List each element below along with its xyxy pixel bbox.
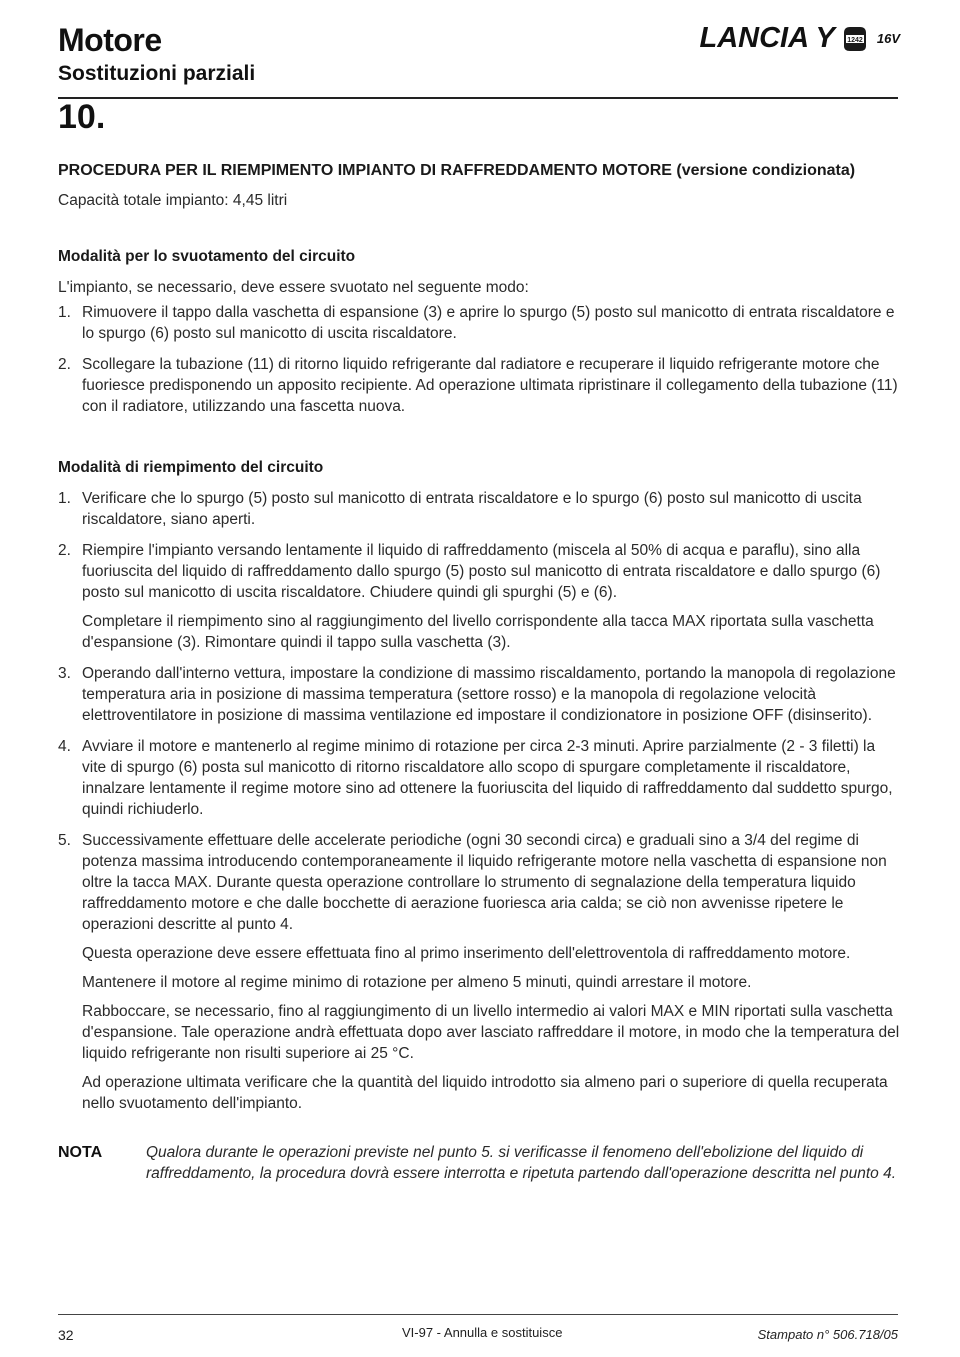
revision-note: VI-97 - Annulla e sostituisce bbox=[402, 1325, 563, 1340]
page-body bbox=[58, 160, 900, 1184]
procedure-title: PROCEDURA PER IL RIEMPIMENTO IMPIANTO DI RAFFREDDAMENTO MOTORE (versione condizionata) bbox=[58, 162, 856, 179]
list-item: 4. Avviare il motore e mantenerlo al regime minimo di rotazione per circa 2-3 minuti. Aprire parzialmente (2 - 3 filetti) la vite di spurgo (6) posta sul manicotto di ritorno riscaldatore allo scopo di spurgare completamente il riscaldatore, innalzare lentamente il regime motore sino ad ottenere la fuoriuscita del liquido di raffreddamento dal suddetto spurgo, quindi richiuderlo. bbox=[58, 738, 893, 818]
chapter-title: Motore bbox=[58, 22, 162, 58]
brand-logo bbox=[700, 22, 900, 55]
list-item: 5. Successivamente effettuare delle accelerate periodiche (ogni 30 secondi circa) e graduali sino a 3/4 del regime di potenza massima introducendo contemporaneamente il liquido refrigerante motore nella vaschetta di espansione non oltre la tacca MAX. Durante questa operazione controllare lo strumento di segnalazione della temperatura liquido raffreddamento motore e che dalle bocchette di aerazione fuoriesca aria calda; se ciò non avvenisse ripetere le operazioni descritte al punto 4. Questa operazione deve essere effettuata fino al primo inserimento dell'elettroventola di raffreddamento motore. Mantenere il motore al regime minimo di rotazione per almeno 5 minuti, quindi arrestare il motore. Rabboccare, se necessario, fino al raggiungimento di un livello intermedio ai valori MAX e MIN riportati sulla vaschetta d'espansione. Tale operazione andrà effettuata dopo aver lasciato raffreddare il motore, in modo che la temperatura del liquido refrigerante non risulti superiore ai 25 °C. Ad operazione ultimata verificare che la quantità del liquido introdotto sia almeno pari o superiore di quella recuperata nello svuotamento dell'impianto. bbox=[58, 832, 900, 1112]
page-number: 32 bbox=[58, 1327, 74, 1343]
fill-heading: Modalità di riempimento del circuito bbox=[58, 459, 324, 476]
fill-steps bbox=[58, 488, 900, 1114]
footer-divider bbox=[58, 1314, 898, 1315]
list-item: 1. Verificare che lo spurgo (5) posto sul manicotto di entrata riscaldatore e lo spurgo (6) posto sul manicotto di uscita riscaldatore, siano aperti. bbox=[58, 490, 862, 528]
print-reference: Stampato n° 506.718/05 bbox=[757, 1327, 898, 1342]
drain-intro: L'impianto, se necessario, deve essere svuotato nel seguente modo: bbox=[58, 279, 529, 296]
engine-badge-icon bbox=[840, 24, 870, 54]
list-item: 1. Rimuovere il tappo dalla vaschetta di espansione (3) e aprire lo spurgo (5) posto sul manicotto di entrata riscaldatore e lo spurgo (6) posto sul manicotto di uscita riscaldatore. bbox=[58, 304, 895, 342]
section-number: 10. bbox=[58, 98, 106, 136]
capacity-text: Capacità totale impianto: 4,45 litri bbox=[58, 192, 288, 209]
brand-suffix: 16V bbox=[876, 31, 900, 46]
list-item: 2. Riempire l'impianto versando lentamente il liquido di raffreddamento (miscela al 50% di acqua e paraflu), sino alla fuoriuscita del liquido di raffreddamento dallo spurgo (5) posto sul manicotto di entrata riscaldatore e dallo spurgo (6) posto sul manicotto di uscita riscaldatore. Chiudere quindi gli spurghi (5) e (6). Completare il riempimento sino al raggiungimento del livello corrispondente alla tacca MAX riportata sulla vaschetta d'espansione (3). Rimontare quindi il tappo sulla vaschetta (3). bbox=[58, 542, 881, 651]
chapter-subtitle: Sostituzioni parziali bbox=[58, 62, 256, 85]
note-label: NOTA bbox=[58, 1144, 103, 1161]
header-divider bbox=[58, 97, 898, 99]
note-text: Qualora durante le operazioni previste nel punto 5. si verificasse il fenomeno dell'ebolizione del liquido di raffreddamento, la procedura dovrà essere interrotta e ripetuta partendo dall'operazione descritta nel punto 4. bbox=[146, 1144, 897, 1182]
engine-badge-text: 1242 bbox=[847, 36, 863, 44]
list-item: 3. Operando dall'interno vettura, impostare la condizione di massimo riscaldamento, portando la manopola di regolazione temperatura aria in posizione di massima temperatura (settore rosso) e la manopola di regolazione velocità elettroventilatore in posizione di massima ventilazione ed impostare il condizionatore in posizione OFF (disinserito). bbox=[58, 665, 896, 724]
list-item: 2. Scollegare la tubazione (11) di ritorno liquido refrigerante dal radiatore e recuperare il liquido refrigerante motore che fuoriesce predisponendo un apposito recipiente. Ad operazione ultimata ripristinare il collegamento della tubazione (11) con il radiatore, utilizzando una fascetta nuova. bbox=[58, 356, 898, 415]
brand-name: LANCIA Y bbox=[699, 22, 835, 54]
note-block bbox=[58, 1142, 900, 1184]
drain-heading: Modalità per lo svuotamento del circuito bbox=[58, 248, 356, 265]
drain-steps bbox=[58, 302, 900, 417]
